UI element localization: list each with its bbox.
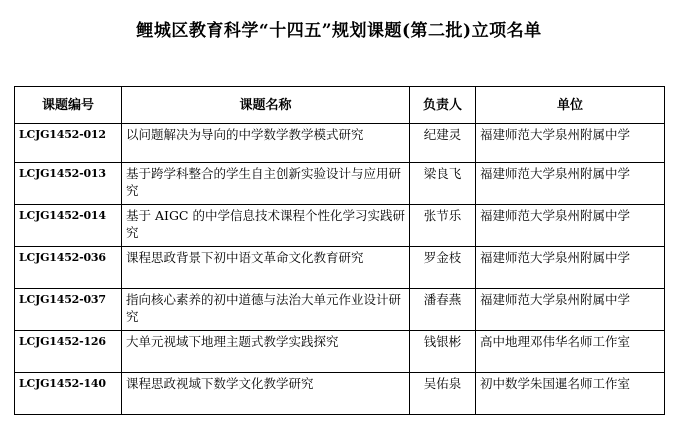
- project-unit: 福建师范大学泉州附属中学: [476, 124, 665, 163]
- header-name: 课题名称: [122, 87, 410, 124]
- project-unit: 福建师范大学泉州附属中学: [476, 289, 665, 331]
- project-name: 基于跨学科整合的学生自主创新实验设计与应用研究: [122, 163, 410, 205]
- project-name: 课程思政视域下数学文化教学研究: [122, 373, 410, 415]
- project-unit: 初中数学朱国暹名师工作室: [476, 373, 665, 415]
- project-code: LCJG1452-036: [15, 247, 122, 289]
- project-leader: 罗金枝: [410, 247, 476, 289]
- project-code: LCJG1452-012: [15, 124, 122, 163]
- table-row: [15, 163, 665, 205]
- table-row: [15, 331, 665, 373]
- header-code: 课题编号: [15, 87, 122, 124]
- table-row: [15, 289, 665, 331]
- project-leader: 吴佑泉: [410, 373, 476, 415]
- header-person: 负责人: [410, 87, 476, 124]
- project-code: LCJG1452-013: [15, 163, 122, 205]
- project-code: LCJG1452-126: [15, 331, 122, 373]
- project-leader: 潘春燕: [410, 289, 476, 331]
- project-code: LCJG1452-014: [15, 205, 122, 247]
- table-row: [15, 205, 665, 247]
- project-leader: 钱银彬: [410, 331, 476, 373]
- project-list-table: [14, 86, 665, 415]
- project-leader: 纪建灵: [410, 124, 476, 163]
- table-row: [15, 247, 665, 289]
- project-code: LCJG1452-037: [15, 289, 122, 331]
- project-name: 指向核心素养的初中道德与法治大单元作业设计研究: [122, 289, 410, 331]
- project-name: 基于 AIGC 的中学信息技术课程个性化学习实践研究: [122, 205, 410, 247]
- project-unit: 福建师范大学泉州附属中学: [476, 247, 665, 289]
- project-unit: 福建师范大学泉州附属中学: [476, 205, 665, 247]
- table-header-row: [15, 87, 665, 124]
- project-unit: 福建师范大学泉州附属中学: [476, 163, 665, 205]
- project-name: 大单元视域下地理主题式教学实践探究: [122, 331, 410, 373]
- table-row: [15, 373, 665, 415]
- table-row: [15, 124, 665, 163]
- project-name: 以问题解决为导向的中学数学教学模式研究: [122, 124, 410, 163]
- project-leader: 张节乐: [410, 205, 476, 247]
- project-unit: 高中地理邓伟华名师工作室: [476, 331, 665, 373]
- project-name: 课程思政背景下初中语文革命文化教育研究: [122, 247, 410, 289]
- document-title: 鲤城区教育科学“十四五”规划课题(第二批)立项名单: [136, 21, 542, 41]
- header-unit: 单位: [476, 87, 665, 124]
- project-code: LCJG1452-140: [15, 373, 122, 415]
- project-leader: 梁良飞: [410, 163, 476, 205]
